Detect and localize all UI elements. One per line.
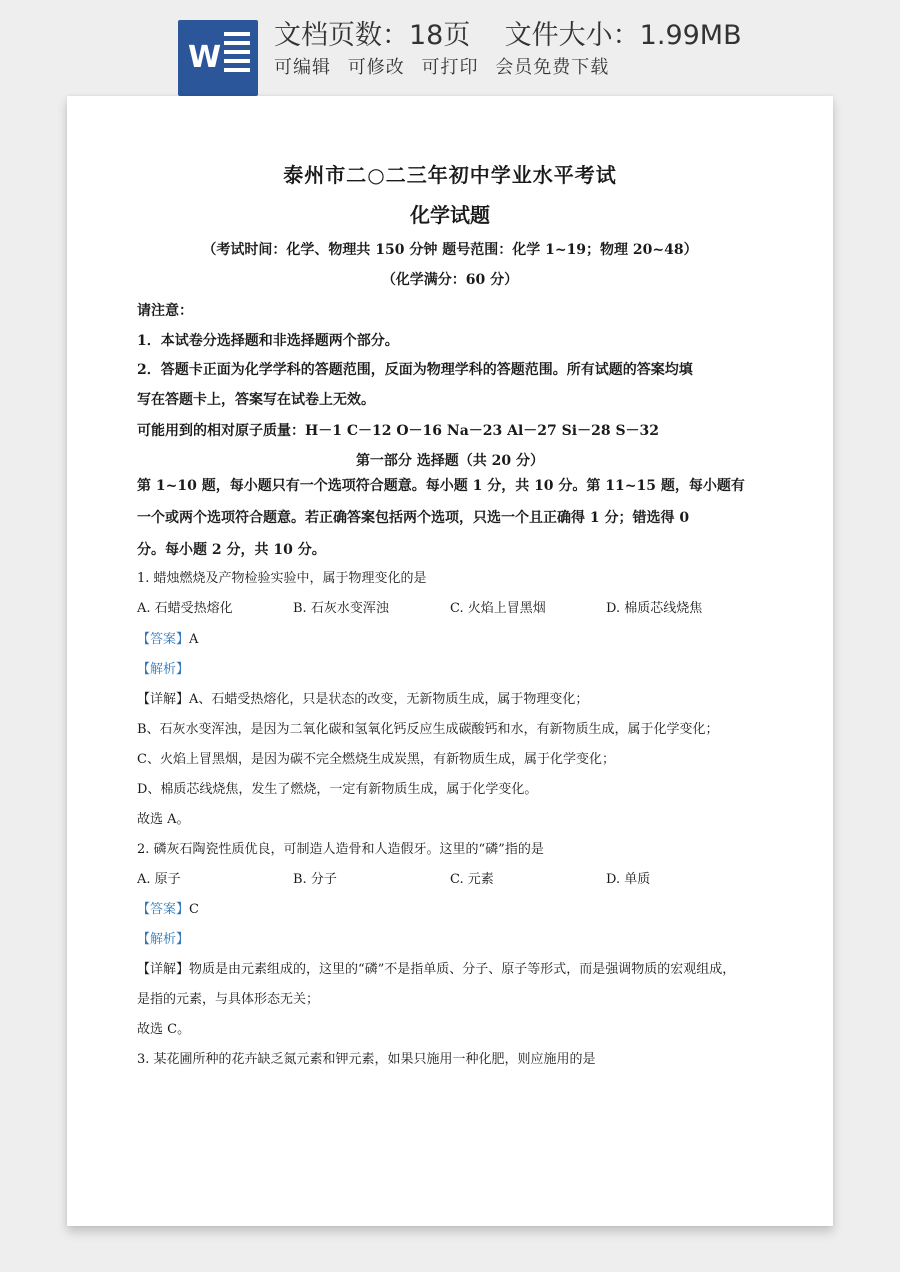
question-1-stem: 1. 蜡烛燃烧及产物检验实验中，属于物理变化的是 <box>137 571 427 586</box>
question-2-conclusion: 故选 C。 <box>137 1022 191 1037</box>
question-3-stem: 3. 某花圃所种的花卉缺乏氮元素和钾元素，如果只施用一种化肥，则应施用的是 <box>137 1052 596 1067</box>
question-2-option-d: D. 单质 <box>606 872 651 887</box>
question-1-detail-4: D、棉质芯线烧焦，发生了燃烧，一定有新物质生成，属于化学变化。 <box>137 782 538 797</box>
question-1-analysis-tag: 【解析】 <box>137 662 190 677</box>
exam-subtitle: 化学试题 <box>410 203 490 227</box>
question-1-option-c: C. 火焰上冒黑烟 <box>450 601 546 616</box>
detail-tag: 【详解】 <box>137 962 190 977</box>
answer-value: C <box>189 902 199 917</box>
document-page <box>67 96 833 1226</box>
document-lines-icon <box>224 32 250 77</box>
part-heading: 第一部分 选择题（共 20 分） <box>355 453 545 469</box>
exam-title: 泰州市二○二三年初中学业水平考试 <box>283 163 617 187</box>
feature-modifiable: 可修改 <box>347 57 405 78</box>
question-1-option-b: B. 石灰水变浑浊 <box>293 601 389 616</box>
answer-tag: 【答案】 <box>137 632 190 647</box>
notice-item-2a: 2．答题卡正面为化学学科的答题范围，反面为物理学科的答题范围。所有试题的答案均填 <box>137 362 693 378</box>
word-logo-letter: W <box>188 40 222 75</box>
word-document-icon <box>178 20 258 96</box>
question-2-stem: 2. 磷灰石陶瓷性质优良，可制造人造骨和人造假牙。这里的“磷”指的是 <box>137 842 544 857</box>
question-2-option-c: C. 元素 <box>450 872 494 887</box>
notice-item-2b: 写在答题卡上，答案写在试卷上无效。 <box>137 392 375 408</box>
question-1-option-a: A. 石蜡受热熔化 <box>137 601 233 616</box>
part-description-3: 分。每小题 2 分，共 10 分。 <box>137 542 326 558</box>
answer-tag: 【答案】 <box>137 902 190 917</box>
question-1-detail-2: B、石灰水变浑浊，是因为二氧化碳和氢氧化钙反应生成碳酸钙和水，有新物质生成，属于化学变化； <box>137 722 719 737</box>
question-1-conclusion: 故选 A。 <box>137 812 190 827</box>
notice-heading: 请注意： <box>137 303 193 319</box>
part-description-1: 第 1~10 题，每小题只有一个选项符合题意。每小题 1 分，共 10 分。第 11~15 题，每小题有 <box>137 478 745 494</box>
exam-time-note: （考试时间：化学、物理共 150 分钟 题号范围：化学 1~19；物理 20~48） <box>202 242 698 258</box>
question-1-answer <box>137 630 198 650</box>
question-2-answer <box>137 900 199 920</box>
exam-score-note: （化学满分：60 分） <box>381 272 519 288</box>
detail-tag: 【详解】 <box>137 692 190 707</box>
question-2-analysis-tag: 【解析】 <box>137 932 190 947</box>
question-2-option-a: A. 原子 <box>137 872 181 887</box>
download-banner <box>0 0 900 96</box>
feature-printable: 可打印 <box>421 57 479 78</box>
part-description-2: 一个或两个选项符合题意。若正确答案包括两个选项，只选一个且正确得 1 分；错选得 0 <box>137 510 690 526</box>
detail-text: 物质是由元素组成的，这里的“磷”不是指单质、分子、原子等形式，而是强调物质的宏观组成， <box>189 962 736 977</box>
document-stats: 文档页数：18页 文件大小：1.99MB <box>274 20 742 51</box>
question-2-detail-2: 是指的元素，与具体形态无关； <box>137 992 320 1007</box>
answer-value: A <box>189 632 199 647</box>
question-1-detail-3: C、火焰上冒黑烟，是因为碳不完全燃烧生成炭黑，有新物质生成，属于化学变化； <box>137 752 615 767</box>
document-features <box>274 54 619 82</box>
question-2-option-b: B. 分子 <box>293 872 337 887</box>
feature-member-download: 会员免费下载 <box>495 57 610 78</box>
notice-item-1: 1．本试卷分选择题和非选择题两个部分。 <box>137 333 399 349</box>
question-2-detail-1 <box>137 960 735 980</box>
atomic-masses: 可能用到的相对原子质量：H－1 C－12 O－16 Na－23 Al－27 Si－28 S－32 <box>137 423 660 439</box>
question-1-option-d: D. 棉质芯线烧焦 <box>606 601 703 616</box>
detail-text: A、石蜡受热熔化，只是状态的改变，无新物质生成，属于物理变化； <box>189 692 589 707</box>
feature-editable: 可编辑 <box>274 57 331 78</box>
question-1-detail-1 <box>137 690 588 710</box>
